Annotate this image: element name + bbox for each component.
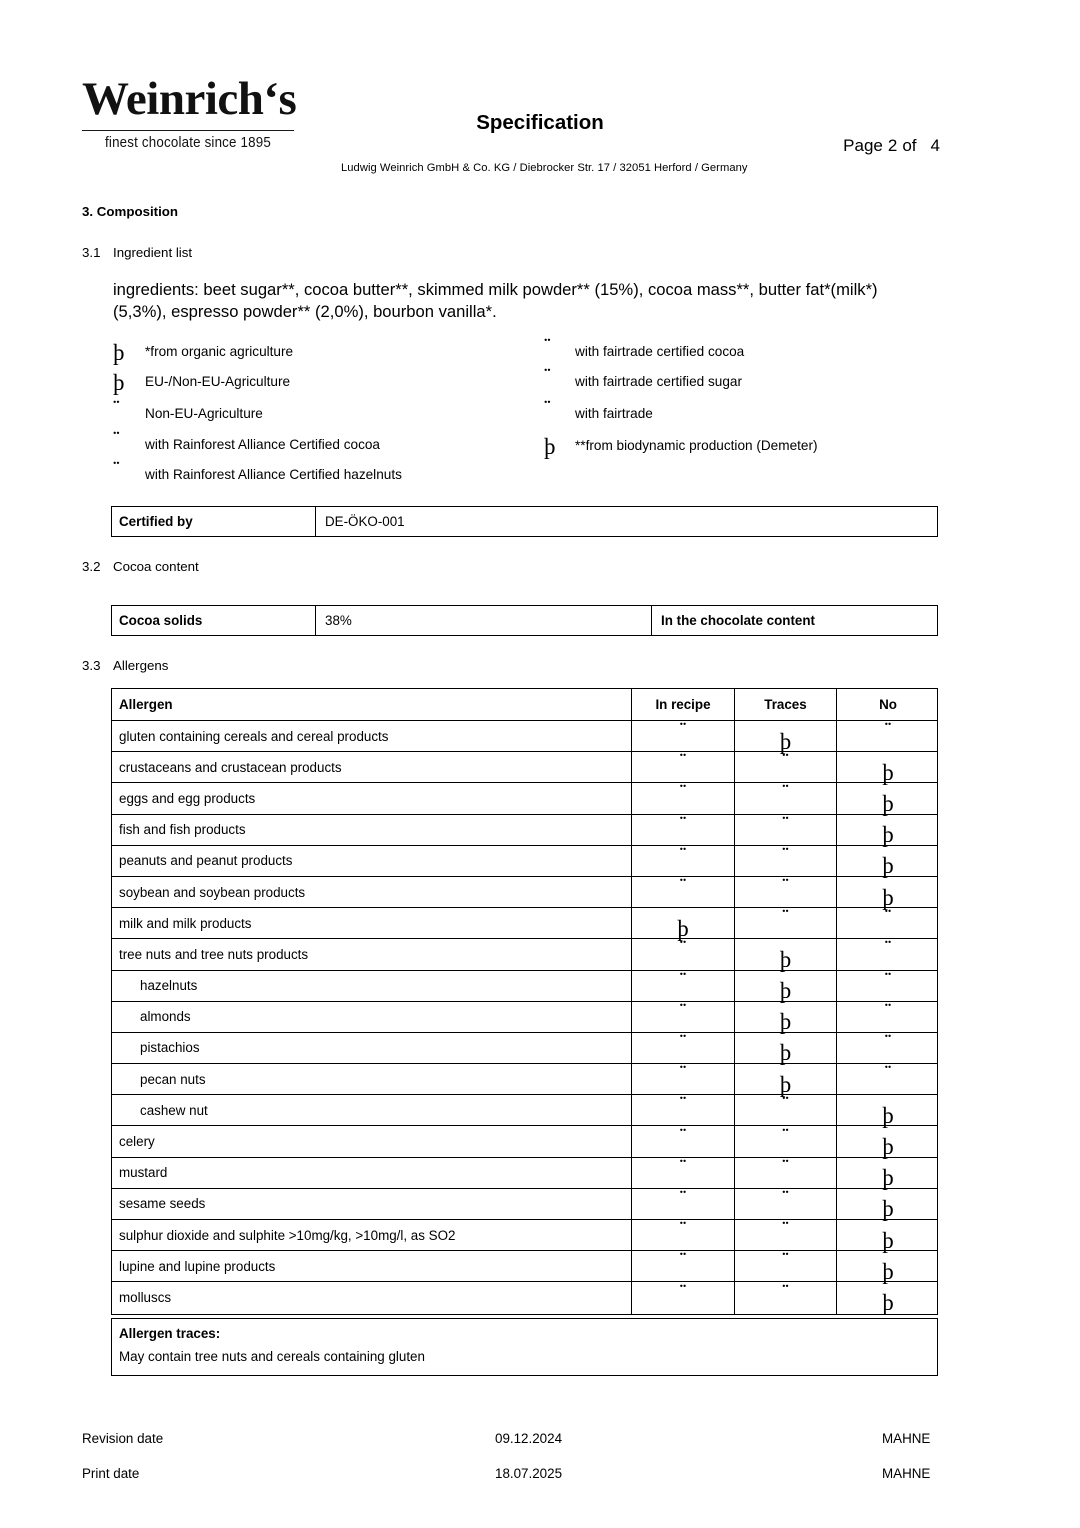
allergen-name: pistachios [140, 1040, 200, 1056]
checkbox-unchecked-icon: ¨ [679, 1062, 687, 1085]
print-user: MAHNE [882, 1466, 931, 1481]
allergen-no-cell[interactable] [836, 1220, 939, 1253]
heading-ingredient-list [82, 245, 192, 260]
allergen-name: molluscs [119, 1290, 172, 1306]
cocoa-content-table [111, 605, 938, 636]
allergen-traces-cell[interactable] [734, 1251, 836, 1281]
checkbox-unchecked-icon: ¨ [782, 750, 789, 773]
table-row [112, 908, 937, 939]
page-title: Specification [476, 111, 604, 134]
table-row [112, 1251, 937, 1282]
allergen-name: eggs and egg products [119, 790, 256, 806]
table-row [112, 1030, 937, 1066]
checkbox-unchecked-icon: ¨ [679, 1218, 687, 1241]
allergen-traces-cell[interactable] [734, 812, 836, 845]
checkbox-unchecked-icon: ¨ [884, 937, 892, 960]
allergen-no-cell[interactable] [836, 1064, 939, 1094]
checkbox-checked-icon: þ [677, 915, 689, 941]
allergen-in-recipe-cell[interactable] [631, 1282, 734, 1313]
checkbox-checked-icon: þ [882, 1102, 894, 1128]
legend-label: with fairtrade certified cocoa [575, 344, 745, 359]
checkbox-checked-icon: þ [882, 1290, 894, 1316]
allergen-no-cell[interactable] [836, 1158, 939, 1191]
logo-tagline: finest chocolate since 1895 [105, 135, 271, 151]
allergen-table [111, 688, 938, 1315]
allergen-column-header: No [836, 689, 939, 720]
checkbox-unchecked-icon: ¨ [782, 1186, 789, 1209]
checkbox-unchecked-icon: ¨ [884, 1030, 892, 1053]
allergen-name: soybean and soybean products [119, 884, 306, 900]
checkbox-unchecked-icon: ¨ [782, 1218, 789, 1241]
legend-label: **from biodynamic production (Demeter) [575, 438, 818, 453]
legend-label: with fairtrade certified sugar [575, 374, 742, 389]
table-row [112, 721, 937, 752]
allergen-table-header-row [112, 689, 937, 721]
checkbox-unchecked-icon: ¨ [679, 1249, 687, 1272]
checkbox-checked-icon: þ [882, 1165, 894, 1191]
checkbox-unchecked-icon: ¨ [679, 1280, 687, 1303]
ingredient-list-text: ingredients: beet sugar**, cocoa butter**, skimmed milk powder** (15%), cocoa mass**, butter fat*(milk*) (5,3%), espresso powder** (2,0%), bourbon vanilla*. [113, 280, 878, 321]
table-row [112, 812, 937, 848]
allergen-in-recipe-cell[interactable] [631, 1095, 734, 1125]
heading-cocoa-content [82, 559, 199, 574]
checkbox-unchecked-icon: ¨ [782, 875, 789, 898]
allergen-no-cell[interactable] [836, 908, 939, 938]
table-row [112, 783, 937, 814]
legend-label: EU-/Non-EU-Agriculture [145, 374, 291, 389]
checkbox-unchecked-icon: ¨ [782, 1249, 789, 1272]
checkbox-unchecked-icon: ¨ [884, 719, 892, 742]
checkbox-unchecked-icon: ¨ [679, 875, 687, 898]
checkbox-unchecked-icon[interactable]: ¨ [113, 397, 120, 419]
cocoa-solids-label: Cocoa solids [119, 613, 203, 628]
allergen-no-cell[interactable] [836, 1095, 939, 1128]
ingredient-list-title: Ingredient list [113, 245, 193, 260]
checkbox-unchecked-icon: ¨ [782, 781, 789, 804]
allergen-in-recipe-cell[interactable] [631, 752, 734, 782]
certified-by-label: Certified by [119, 514, 193, 529]
checkbox-checked-icon: þ [779, 946, 792, 972]
checkbox-unchecked-icon: ¨ [679, 968, 687, 991]
allergen-in-recipe-cell[interactable] [631, 999, 734, 1032]
allergen-column-header: Traces [734, 689, 836, 720]
checkbox-checked-icon: þ [882, 1258, 894, 1284]
checkbox-checked-icon: þ [779, 1009, 792, 1035]
logo-wordmark: Weinrich‘s [82, 73, 297, 125]
table-row [112, 1155, 937, 1191]
allergen-in-recipe-cell[interactable] [631, 812, 734, 845]
allergen-traces-cell[interactable] [734, 721, 836, 754]
table-row [112, 939, 937, 970]
table-row [112, 1220, 937, 1251]
allergen-traces-cell[interactable] [734, 939, 836, 972]
allergen-in-recipe-cell[interactable] [631, 1251, 734, 1281]
checkbox-unchecked-icon: ¨ [884, 999, 892, 1022]
revision-user: MAHNE [882, 1431, 931, 1446]
allergen-traces-cell[interactable] [734, 1282, 836, 1313]
checkbox-checked-icon: þ [882, 759, 894, 785]
checkbox-unchecked-icon[interactable]: ¨ [544, 397, 551, 419]
checkbox-unchecked-icon: ¨ [679, 812, 687, 835]
cocoa-content-title: Cocoa content [113, 559, 199, 574]
allergen-in-recipe-cell[interactable] [631, 1220, 734, 1250]
allergen-traces-box [111, 1318, 938, 1376]
legend-label: with fairtrade [575, 406, 653, 421]
checkbox-unchecked-icon[interactable]: ¨ [544, 365, 551, 387]
legend-label: *from organic agriculture [145, 344, 294, 359]
allergen-column-header: In recipe [631, 689, 734, 720]
checkbox-unchecked-icon: ¨ [782, 906, 789, 929]
checkbox-unchecked-icon: ¨ [884, 1062, 892, 1085]
allergen-no-cell[interactable] [836, 877, 939, 910]
checkbox-unchecked-icon: ¨ [679, 1155, 687, 1178]
checkbox-checked-icon: þ [779, 1040, 792, 1066]
checkbox-unchecked-icon: ¨ [884, 906, 892, 929]
heading-allergens [82, 658, 168, 673]
revision-date-label: Revision date [82, 1431, 164, 1446]
cocoa-solids-value: 38% [325, 613, 352, 628]
allergen-name: sulphur dioxide and sulphite >10mg/kg, >10mg/l, as SO2 [119, 1227, 456, 1243]
allergen-in-recipe-cell[interactable] [631, 721, 734, 751]
allergen-in-recipe-cell[interactable] [631, 968, 734, 1001]
allergen-name: lupine and lupine products [119, 1258, 276, 1274]
allergen-no-cell[interactable] [836, 939, 939, 969]
checkbox-unchecked-icon[interactable]: ¨ [113, 458, 120, 480]
allergen-name: gluten containing cereals and cereal products [119, 728, 389, 744]
allergen-traces-cell[interactable] [734, 1126, 836, 1156]
allergen-no-cell[interactable] [836, 1030, 939, 1063]
allergen-no-cell[interactable] [836, 1189, 939, 1222]
checkbox-checked-icon: þ [882, 1196, 894, 1222]
checkbox-unchecked-icon: ¨ [679, 1124, 687, 1147]
allergen-traces-cell[interactable] [734, 877, 836, 907]
table-row [112, 968, 937, 1004]
checkbox-unchecked-icon: ¨ [679, 781, 687, 804]
allergen-in-recipe-cell[interactable] [631, 1186, 734, 1219]
checkbox-unchecked-icon: ¨ [679, 999, 687, 1022]
allergen-traces-cell[interactable] [734, 971, 836, 1004]
allergen-name: mustard [119, 1165, 168, 1181]
allergen-in-recipe-cell[interactable] [631, 939, 734, 969]
checkbox-unchecked-icon: ¨ [679, 1093, 687, 1116]
allergen-name: celery [119, 1134, 155, 1150]
checkbox-unchecked-icon: ¨ [679, 937, 687, 960]
cocoa-solids-value-cell [315, 606, 651, 635]
checkbox-unchecked-icon: ¨ [782, 1093, 789, 1116]
checkbox-checked-icon[interactable]: þ [544, 434, 556, 459]
table-row [112, 1124, 937, 1160]
allergen-traces-text: May contain tree nuts and cereals containing gluten [119, 1349, 425, 1364]
allergen-name: peanuts and peanut products [119, 853, 293, 869]
checkbox-unchecked-icon: ¨ [679, 1030, 687, 1053]
checkbox-unchecked-icon: ¨ [884, 968, 892, 991]
allergen-name: crustaceans and crustacean products [119, 759, 342, 775]
allergen-traces-cell[interactable] [734, 1220, 836, 1250]
allergen-traces-cell[interactable] [734, 1002, 836, 1035]
cocoa-content-number: 3.2 [82, 559, 101, 574]
allergen-traces-cell[interactable] [734, 1033, 836, 1066]
table-row [112, 752, 937, 783]
allergen-in-recipe-cell[interactable] [631, 1064, 734, 1094]
checkbox-unchecked-icon: ¨ [782, 1155, 789, 1178]
heading-composition: 3. Composition [82, 204, 179, 219]
print-date-value: 18.07.2025 [495, 1466, 563, 1481]
revision-date-value: 09.12.2024 [495, 1431, 563, 1446]
allergen-traces-cell[interactable] [734, 908, 836, 938]
checkbox-unchecked-icon: ¨ [679, 750, 687, 773]
allergen-name: milk and milk products [119, 915, 252, 931]
checkbox-unchecked-icon[interactable]: ¨ [113, 428, 120, 450]
checkbox-checked-icon: þ [882, 790, 894, 816]
allergen-name: hazelnuts [140, 978, 198, 994]
allergen-no-cell[interactable] [836, 999, 939, 1032]
checkbox-checked-icon[interactable]: þ [113, 370, 125, 395]
checkbox-unchecked-icon[interactable]: ¨ [544, 335, 551, 357]
ingredient-list-number: 3.1 [82, 245, 101, 260]
table-row [112, 1280, 937, 1316]
allergens-title: Allergens [113, 658, 169, 673]
table-row [112, 1064, 937, 1095]
page-number [843, 136, 940, 156]
table-row [112, 843, 937, 879]
certified-by-value: DE-ÖKO-001 [325, 514, 405, 529]
table-row [112, 877, 937, 908]
table-row [112, 999, 937, 1035]
checkbox-checked-icon: þ [882, 853, 894, 879]
allergen-in-recipe-cell[interactable] [631, 843, 734, 876]
checkbox-unchecked-icon: ¨ [782, 843, 789, 866]
checkbox-checked-icon: þ [779, 728, 792, 754]
checkbox-unchecked-icon: ¨ [679, 719, 687, 742]
allergen-in-recipe-cell[interactable] [631, 877, 734, 907]
allergen-in-recipe-cell[interactable] [631, 783, 734, 813]
allergen-traces-cell[interactable] [734, 752, 836, 782]
checkbox-checked-icon: þ [779, 1071, 792, 1097]
certified-by-value-cell [315, 507, 939, 536]
allergens-number: 3.3 [82, 658, 101, 673]
checkbox-unchecked-icon: ¨ [679, 843, 687, 866]
allergen-no-cell[interactable] [836, 752, 939, 785]
checkbox-unchecked-icon: ¨ [782, 812, 789, 835]
allergen-no-cell[interactable] [836, 721, 939, 751]
legend-label: with Rainforest Alliance Certified cocoa [145, 437, 380, 452]
allergen-name: almonds [140, 1009, 191, 1025]
allergen-no-cell[interactable] [836, 968, 939, 1001]
page-number-current: 2 [887, 136, 898, 155]
allergen-no-cell[interactable] [836, 1251, 939, 1284]
allergen-column-header: Allergen [119, 697, 173, 712]
allergen-no-cell[interactable] [836, 815, 939, 848]
allergen-traces-cell[interactable] [734, 1155, 836, 1188]
allergen-name: cashew nut [140, 1102, 208, 1118]
page-number-total: 4 [930, 136, 940, 155]
allergen-name: fish and fish products [119, 822, 246, 838]
company-address: Ludwig Weinrich GmbH & Co. KG / Diebrocker Str. 17 / 32051 Herford / Germany [341, 162, 748, 174]
allergen-traces-cell[interactable] [734, 783, 836, 813]
allergen-in-recipe-cell[interactable] [631, 908, 734, 941]
allergen-no-cell[interactable] [836, 1282, 939, 1316]
checkbox-unchecked-icon: ¨ [679, 1186, 687, 1209]
certified-by-table [111, 506, 938, 537]
table-row [112, 1095, 937, 1126]
checkbox-checked-icon: þ [779, 978, 792, 1004]
allergen-in-recipe-cell[interactable] [631, 1155, 734, 1188]
checkbox-checked-icon: þ [882, 884, 894, 910]
allergen-name: pecan nuts [140, 1071, 206, 1087]
print-date-label: Print date [82, 1466, 140, 1481]
checkbox-checked-icon: þ [882, 822, 894, 848]
table-row [112, 1186, 937, 1222]
allergen-traces-cell[interactable] [734, 1186, 836, 1219]
allergen-in-recipe-cell[interactable] [631, 1030, 734, 1063]
allergen-no-cell[interactable] [836, 783, 939, 816]
allergen-in-recipe-cell[interactable] [631, 1126, 734, 1156]
cocoa-solids-note: In the chocolate content [661, 613, 816, 628]
allergen-traces-title: Allergen traces: [119, 1326, 221, 1341]
checkbox-unchecked-icon: ¨ [782, 1124, 789, 1147]
checkbox-unchecked-icon: ¨ [782, 1280, 789, 1303]
page-number-of: of [902, 136, 917, 155]
allergen-name: tree nuts and tree nuts products [119, 946, 309, 962]
allergen-no-cell[interactable] [836, 1126, 939, 1160]
allergen-no-cell[interactable] [836, 846, 939, 879]
allergen-traces-cell[interactable] [734, 1064, 836, 1097]
legend-label: with Rainforest Alliance Certified hazelnuts [145, 467, 402, 482]
allergen-traces-cell[interactable] [734, 843, 836, 876]
checkbox-checked-icon: þ [882, 1134, 894, 1160]
legend-label: Non-EU-Agriculture [145, 406, 263, 421]
checkbox-checked-icon: þ [882, 1227, 894, 1253]
allergen-traces-cell[interactable] [734, 1095, 836, 1125]
checkbox-checked-icon[interactable]: þ [113, 340, 125, 365]
page-number-label: Page [843, 136, 883, 155]
allergen-name: sesame seeds [119, 1196, 206, 1212]
